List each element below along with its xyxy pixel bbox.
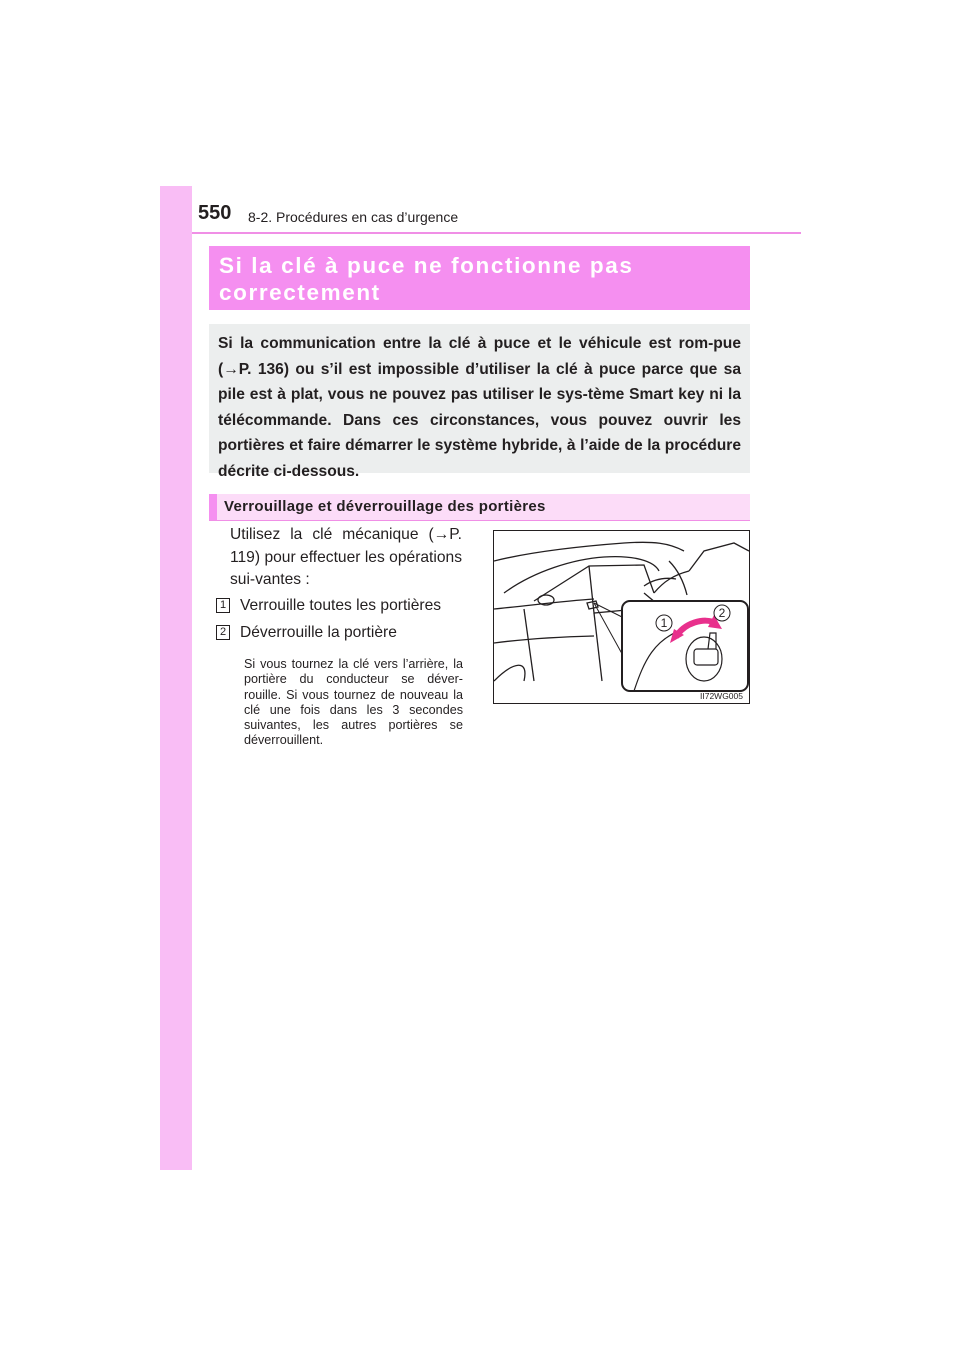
step-1-number: 1	[216, 598, 230, 613]
car-door-illustration	[494, 531, 750, 704]
subsection-header-bar	[209, 494, 217, 520]
chapter-side-band	[160, 186, 192, 1170]
step-1-text: Verrouille toutes les portières	[240, 597, 442, 614]
intro-box	[209, 324, 750, 480]
subsection-title: Verrouillage et déverrouillage des portières	[224, 498, 546, 515]
step-2-text: Déverrouille la portière	[240, 624, 397, 641]
step-2	[216, 624, 397, 642]
page-number: 550	[198, 202, 232, 224]
body-paragraph: Utilisez la clé mécanique (→P. 119) pour effectuer les opérations sui-vantes :	[230, 526, 462, 588]
figure-code: II72WG005	[700, 691, 743, 701]
section-title-line-1: Si la clé à puce ne fonctionne pas	[219, 253, 634, 278]
step-2-note: Si vous tournez la clé vers l’arrière, la portière du conducteur se déver-rouille. Si vous tournez de nouveau la clé une fois dans les 3 secondes suivantes, les autres portières se déverrouillent.	[244, 657, 463, 748]
callout-1: 1	[660, 616, 668, 630]
step-2-number: 2	[216, 625, 230, 640]
callout-2: 2	[718, 606, 726, 620]
subsection-header	[209, 494, 750, 521]
header-rule	[192, 232, 801, 234]
breadcrumb: 8-2. Procédures en cas d’urgence	[248, 209, 459, 225]
step-1	[216, 597, 441, 615]
intro-text: Si la communication entre la clé à puce et le véhicule est rom-pue (→P. 136) ou s’il est impossible d’utiliser la clé à puce parce que sa pile est à plat, vous ne pouvez pas utiliser le sys-tème Smart key ni la télécommande. Dans ces circonstances, vous pouvez ouvrir les portières et faire démarrer le système hybride, à l’aide de la procédure décrite ci-dessous.	[218, 335, 741, 480]
section-title-line-2: correctement	[219, 280, 381, 305]
figure-door-lock	[493, 530, 750, 704]
section-title	[209, 246, 750, 310]
